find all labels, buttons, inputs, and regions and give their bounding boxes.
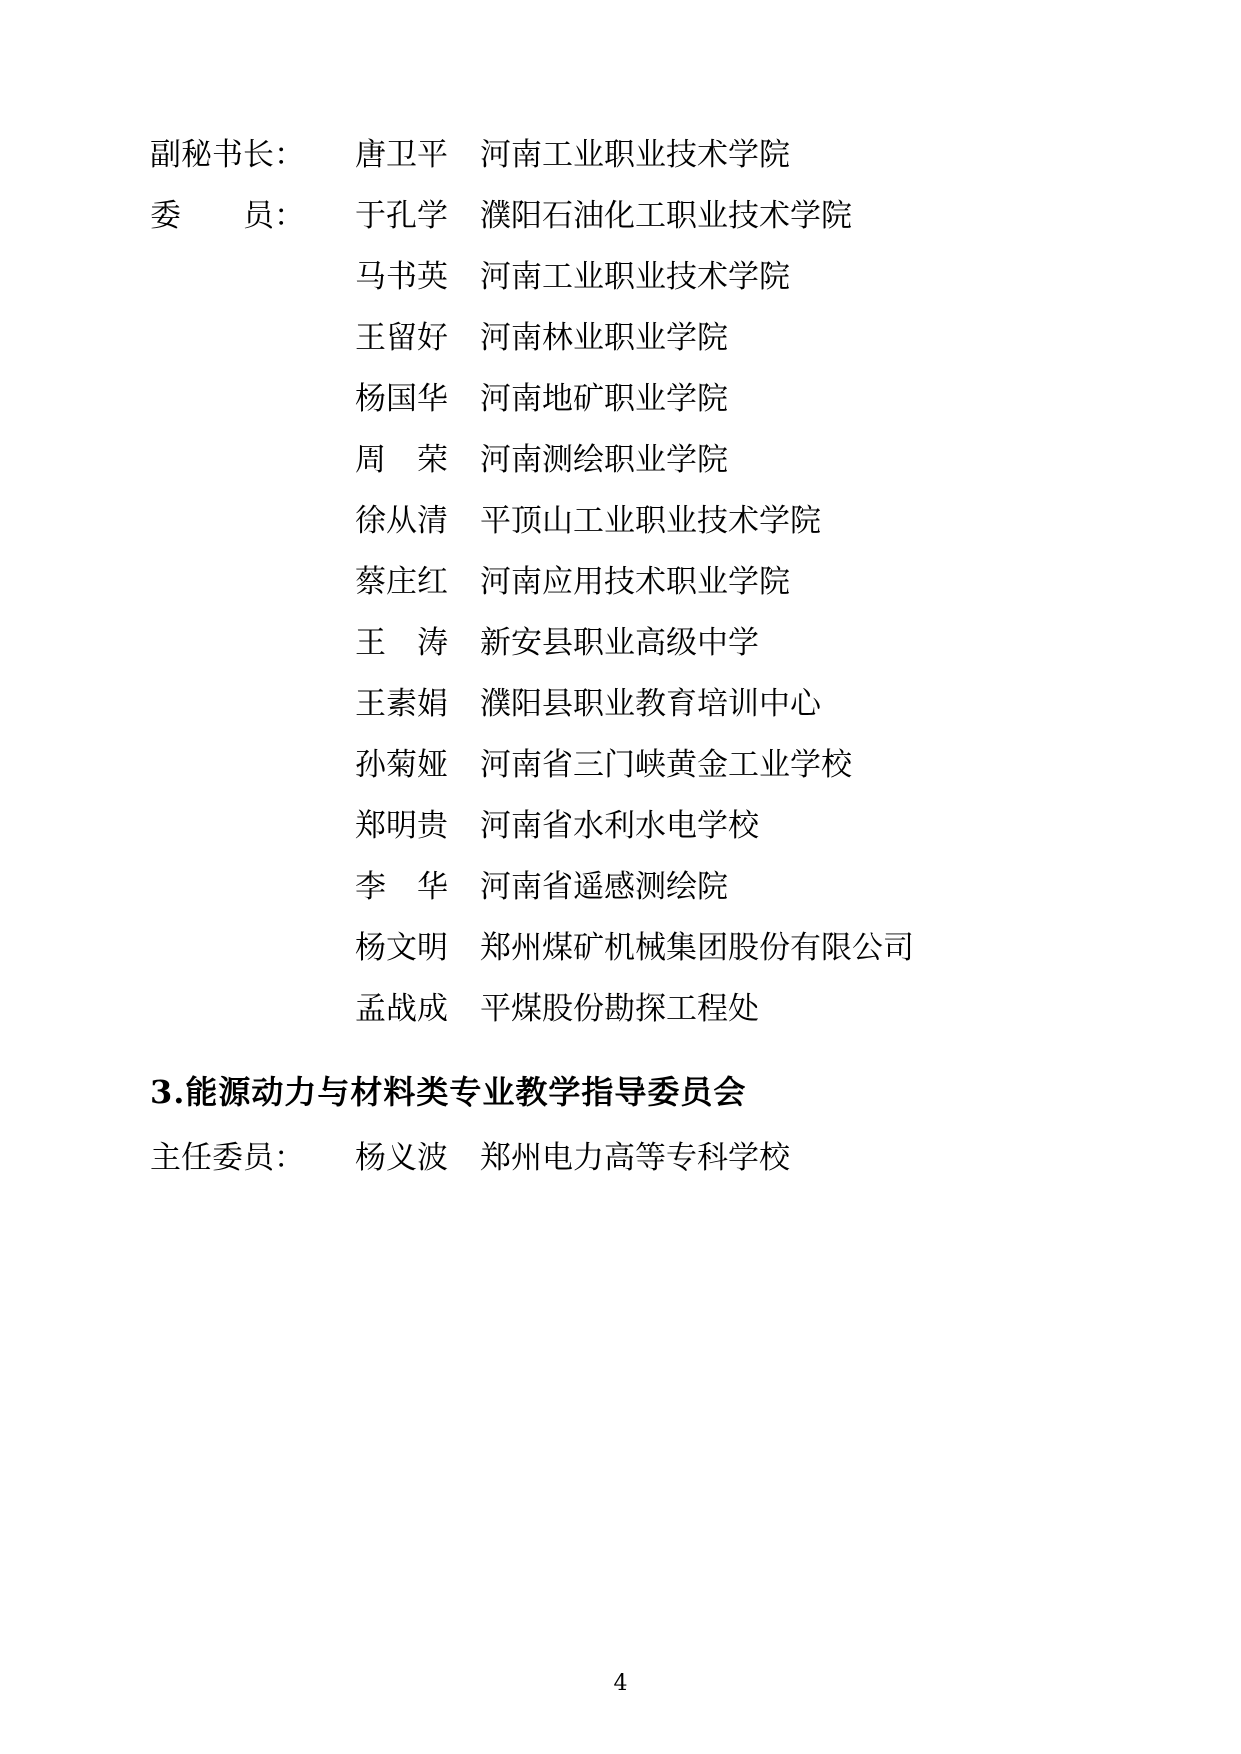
- organization-name: 河南工业职业技术学院: [480, 137, 790, 173]
- roster-line: [150, 869, 1091, 905]
- organization-name: 平顶山工业职业技术学院: [480, 503, 821, 539]
- role-label: 主任委员：: [150, 1140, 305, 1176]
- person-name: 周 荣: [355, 442, 448, 478]
- person-name: 王 涛: [355, 625, 448, 661]
- person-name: 马书英: [355, 259, 448, 295]
- person-name: 郑明贵: [355, 808, 448, 844]
- roster-line: [150, 564, 1091, 600]
- document-body: [150, 137, 1091, 1176]
- organization-name: 河南应用技术职业学院: [480, 564, 790, 600]
- organization-name: 河南省水利水电学校: [480, 808, 759, 844]
- organization-name: 河南省遥感测绘院: [480, 869, 728, 905]
- person-name: 王留好: [355, 320, 448, 356]
- person-name: 于孔学: [355, 198, 448, 234]
- person-name: 李 华: [355, 869, 448, 905]
- organization-name: 濮阳县职业教育培训中心: [480, 686, 821, 722]
- organization-name: 郑州电力高等专科学校: [480, 1140, 790, 1176]
- roster-line: [150, 808, 1091, 844]
- person-name: 杨义波: [355, 1140, 448, 1176]
- person-name: 杨国华: [355, 381, 448, 417]
- person-name: 徐从清: [355, 503, 448, 539]
- organization-name: 新安县职业高级中学: [480, 625, 759, 661]
- roster-line: [150, 503, 1091, 539]
- organization-name: 河南省三门峡黄金工业学校: [480, 747, 852, 783]
- organization-name: 濮阳石油化工职业技术学院: [480, 198, 852, 234]
- person-name: 王素娟: [355, 686, 448, 722]
- organization-name: 郑州煤矿机械集团股份有限公司: [480, 930, 914, 966]
- roster-line: [150, 1140, 1091, 1176]
- person-name: 蔡庄红: [355, 564, 448, 600]
- organization-name: 河南工业职业技术学院: [480, 259, 790, 295]
- role-label: 委 员：: [150, 198, 305, 234]
- page-number: 4: [613, 1671, 628, 1696]
- roster-line: [150, 442, 1091, 478]
- organization-name: 河南测绘职业学院: [480, 442, 728, 478]
- roster-line: [150, 259, 1091, 295]
- roster-line: [150, 747, 1091, 783]
- person-name: 唐卫平: [355, 137, 448, 173]
- person-name: 孟战成: [355, 991, 448, 1027]
- roster-line: [150, 625, 1091, 661]
- role-label: 副秘书长：: [150, 137, 305, 173]
- roster-line: [150, 198, 1091, 234]
- person-name: 杨文明: [355, 930, 448, 966]
- organization-name: 平煤股份勘探工程处: [480, 991, 759, 1027]
- roster-line: [150, 137, 1091, 173]
- roster-line: [150, 991, 1091, 1027]
- roster-line: [150, 320, 1091, 356]
- roster-line: [150, 686, 1091, 722]
- roster-line: [150, 381, 1091, 417]
- organization-name: 河南地矿职业学院: [480, 381, 728, 417]
- section-heading: 3.能源动力与材料类专业教学指导委员会: [150, 1073, 747, 1111]
- person-name: 孙菊娅: [355, 747, 448, 783]
- roster-line: [150, 930, 1091, 966]
- organization-name: 河南林业职业学院: [480, 320, 728, 356]
